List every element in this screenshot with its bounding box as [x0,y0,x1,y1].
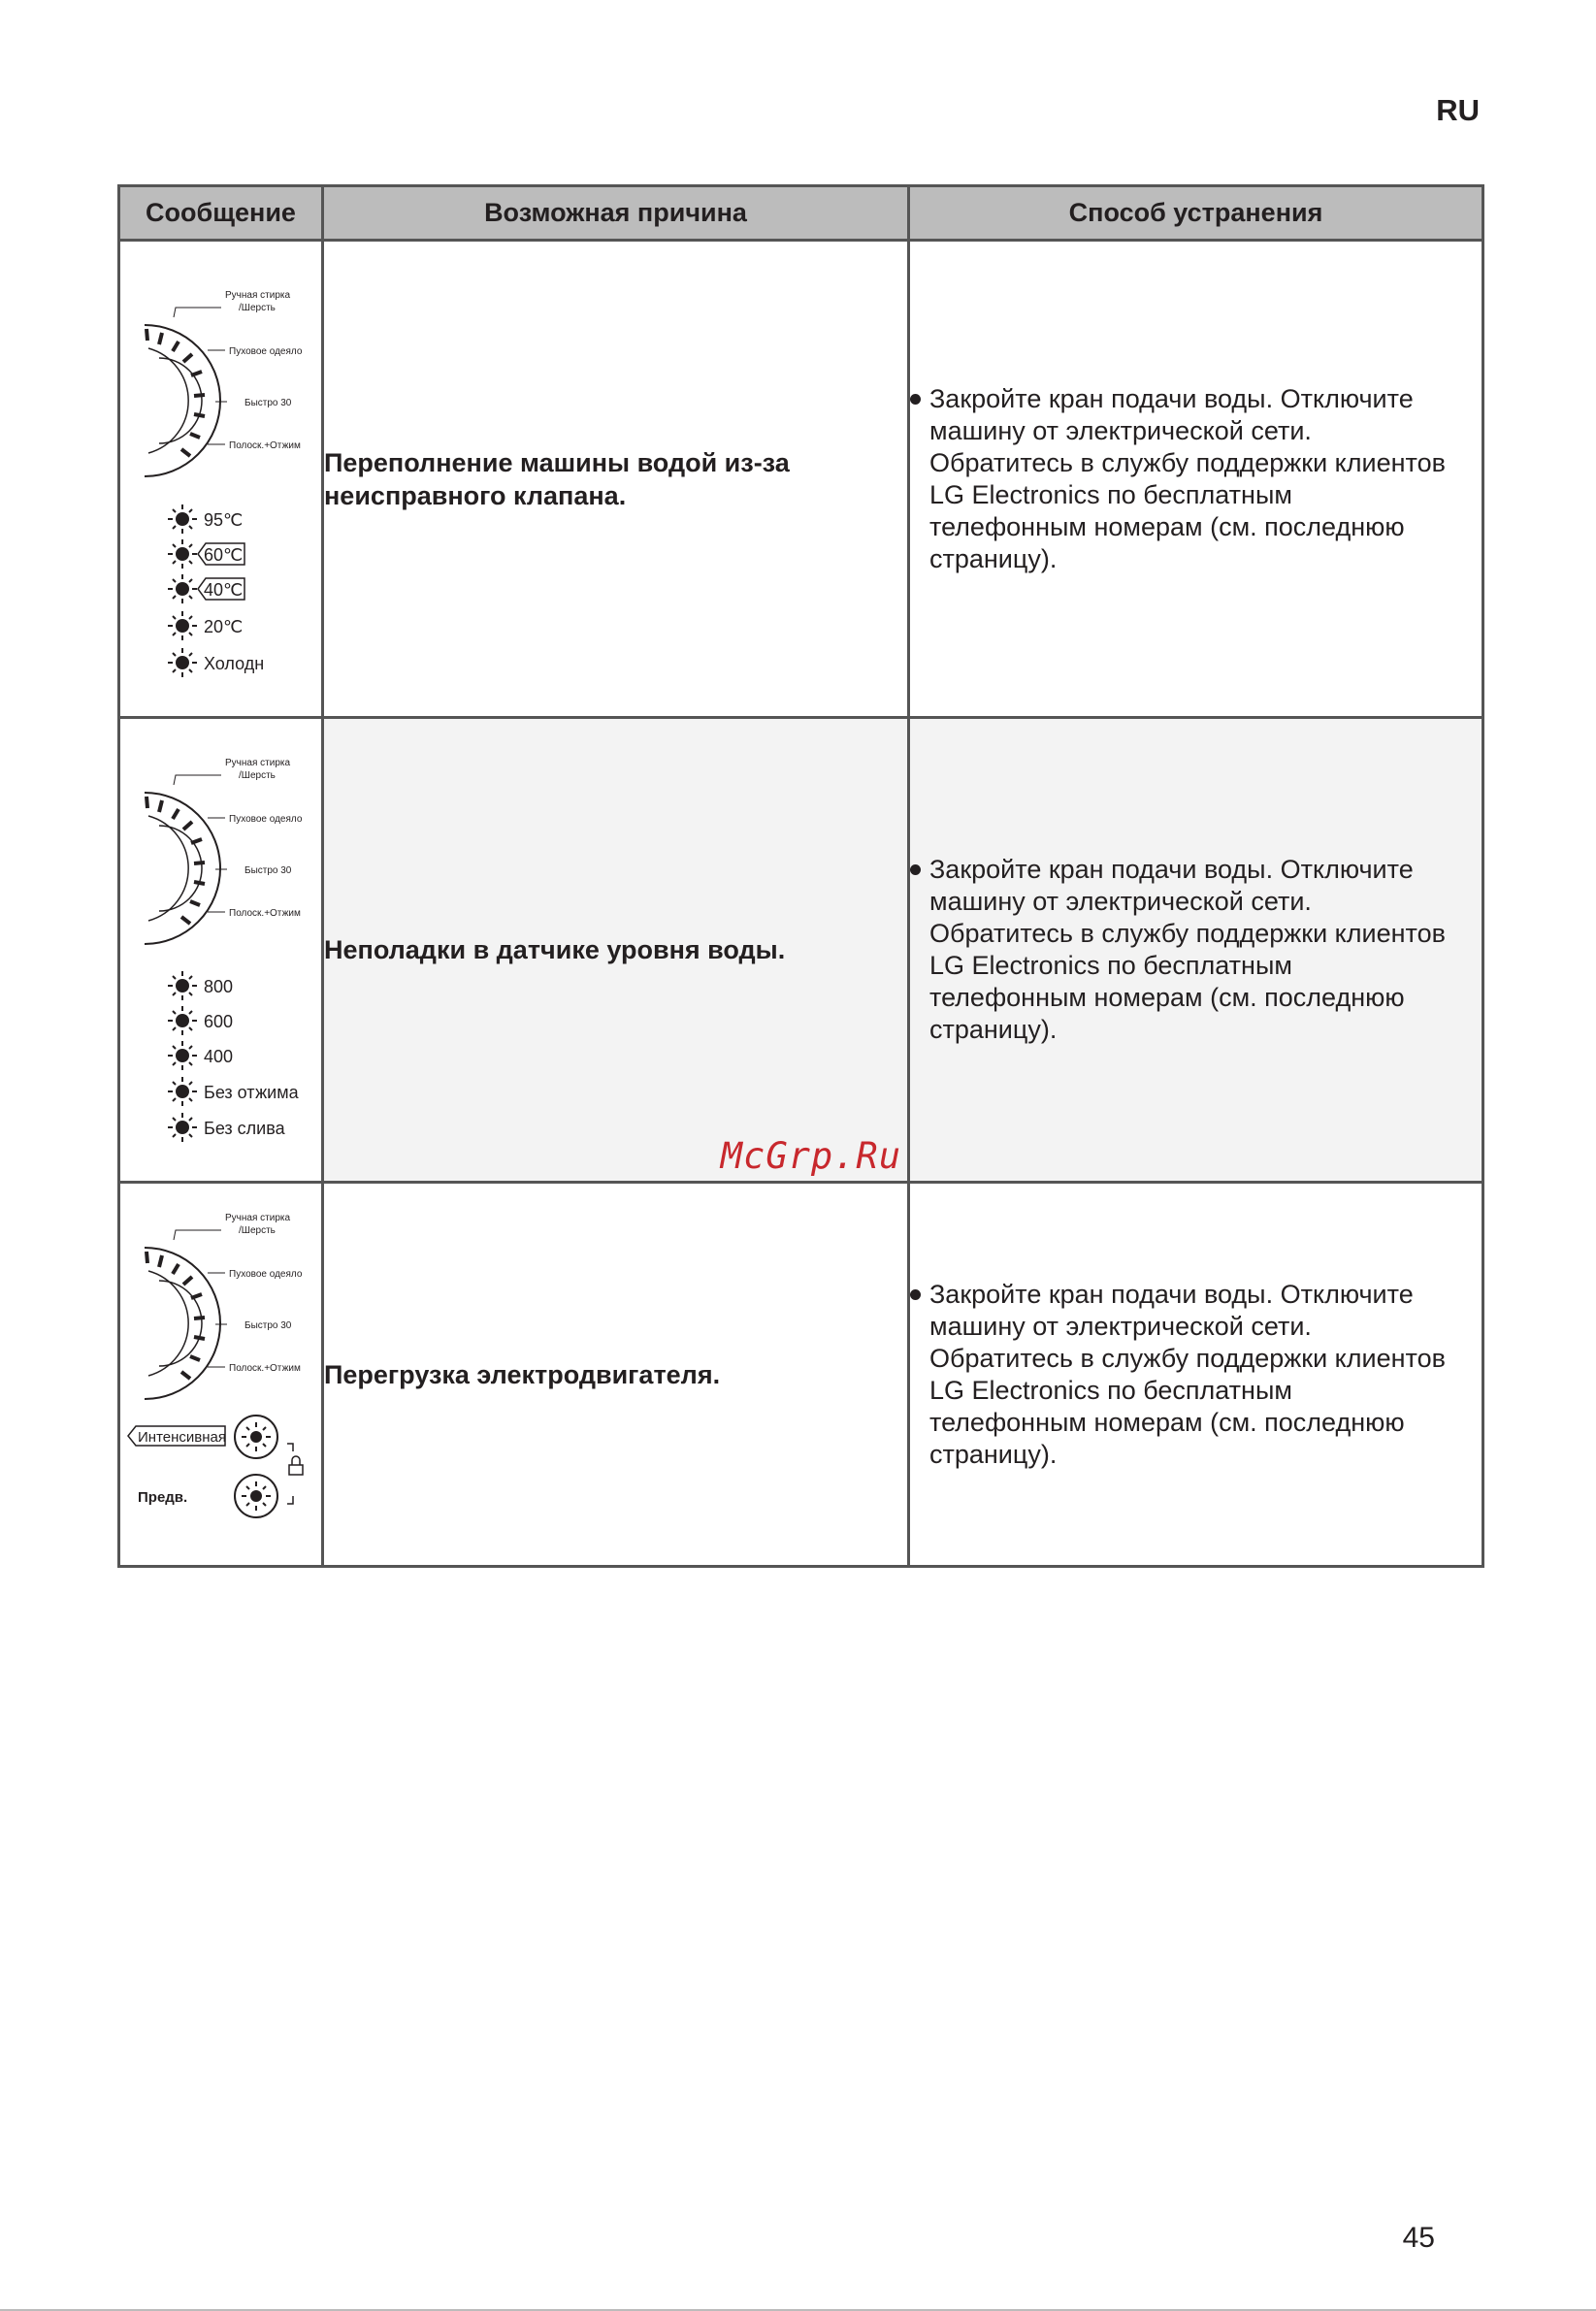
cause-text: Перегрузка электродвигателя. [324,1359,721,1389]
fix-text: Закройте кран подачи воды. Отключите машину от электрической сети. Обратитесь в службу поддержки клиентов LG Electronics по бесплатным телефонным номерам (см. последнюю страницу). [929,383,1446,573]
control-panel-illustration [120,242,324,716]
indicator-label: 40℃ [204,580,244,600]
indicator-label: 800 [204,977,234,996]
indicator-label: 60℃ [204,545,244,565]
header-cause: Возможная причина [323,186,909,241]
language-code: RU [1436,93,1480,127]
blinking-led-icon [168,574,197,603]
message-cell [119,718,323,1183]
dial-label-wool: /Шерсть [239,303,276,313]
dial-label-duvet: Пуховое одеяло [229,814,303,825]
fix-text: Закройте кран подачи воды. Отключите машину от электрической сети. Обратитесь в службу поддержки клиентов LG Electronics по бесплатным телефонным номерам (см. последнюю страницу). [929,1279,1446,1469]
troubleshooting-table [117,184,1484,1568]
fix-cell [909,241,1483,718]
cause-cell [323,241,909,718]
bullet-icon [910,394,921,405]
indicator-label: Без отжима [204,1083,299,1102]
dial-label-quick: Быстро 30 [244,398,292,408]
lock-icon [287,1444,303,1504]
prewash-button-icon [235,1475,277,1517]
blinking-led-icon [168,1077,197,1106]
header-fix: Способ устранения [909,186,1483,241]
table-header-row [119,186,1483,241]
dial-label-quick: Быстро 30 [244,1320,292,1331]
indicator-label: 20℃ [204,617,244,636]
table-row [119,1183,1483,1567]
blinking-led-icon [168,611,197,640]
cause-text: Неполадки в датчике уровня воды. [324,935,786,964]
indicator-label: 600 [204,1012,234,1031]
dial-label-wool: /Шерсть [239,770,276,781]
dial-icon [145,775,227,944]
dial-icon [145,308,227,476]
message-cell [119,241,323,718]
cause-text: Переполнение машины водой из-за неисправного клапана. [324,447,790,510]
cause-cell [323,1183,909,1567]
dial-icon [145,1230,227,1399]
message-cell [119,1183,323,1567]
blinking-led-icon [168,971,197,1000]
page-number: 45 [1402,2222,1435,2254]
indicator-label: Холодн [204,654,265,673]
fix-cell [909,718,1483,1183]
dial-label-duvet: Пуховое одеяло [229,346,303,357]
header-message: Сообщение [119,186,323,241]
fix-cell [909,1183,1483,1567]
dial-label-hand-wash: Ручная стирка [225,290,291,301]
indicator-label: 95℃ [204,510,244,530]
table-row [119,241,1483,718]
indicator-label: 400 [204,1047,234,1066]
dial-label-rinse-spin: Полоск.+Отжим [229,908,301,919]
blinking-led-icon [168,1006,197,1035]
button-label-prewash: Предв. [138,1489,188,1506]
dial-label-duvet: Пуховое одеяло [229,1269,303,1280]
blinking-led-icon [168,648,197,677]
intensive-button-icon [235,1416,277,1458]
dial-label-rinse-spin: Полоск.+Отжим [229,1363,301,1374]
fix-text: Закройте кран подачи воды. Отключите машину от электрической сети. Обратитесь в службу поддержки клиентов LG Electronics по бесплатным телефонным номерам (см. последнюю страницу). [929,855,1446,1044]
watermark: McGrp.Ru [720,1135,901,1177]
bullet-icon [910,864,921,875]
blinking-led-icon [168,505,197,534]
table-row [119,718,1483,1183]
indicator-label: Без слива [204,1119,285,1138]
blinking-led-icon [168,1113,197,1142]
control-panel-illustration [120,719,324,1181]
dial-label-rinse-spin: Полоск.+Отжим [229,440,301,451]
control-panel-illustration [120,1184,324,1565]
bullet-icon [910,1289,921,1300]
dial-label-hand-wash: Ручная стирка [225,1213,291,1223]
blinking-led-icon [168,539,197,569]
dial-label-hand-wash: Ручная стирка [225,758,291,768]
button-label-intensive: Интенсивная [138,1429,226,1446]
dial-label-wool: /Шерсть [239,1225,276,1236]
cause-cell [323,718,909,1183]
blinking-led-icon [168,1041,197,1070]
dial-label-quick: Быстро 30 [244,865,292,876]
